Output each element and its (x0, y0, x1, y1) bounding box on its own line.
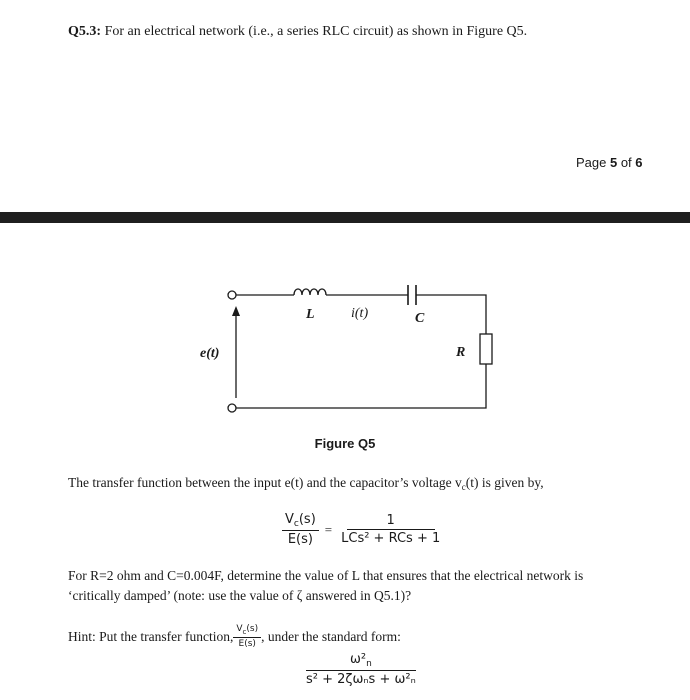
hint-frac-num: V (236, 624, 243, 634)
question-number: Q5.3: (68, 24, 102, 39)
hint-text: Hint: Put the transfer function, (68, 628, 234, 644)
tf-rhs-num: 1 (347, 513, 435, 530)
hint-frac-num-sub: c (242, 628, 247, 636)
top-terminal (228, 291, 236, 299)
std-num: ω² (349, 652, 367, 667)
standard-form-fraction (303, 652, 419, 687)
hint-paragraph (68, 624, 401, 649)
bottom-terminal (228, 404, 236, 412)
tf-equals: = (324, 521, 333, 537)
transfer-function-equation (282, 512, 443, 547)
tf-lhs-num-tail: (s) (298, 512, 316, 527)
standard-form-equation (303, 652, 419, 687)
inductor-label: L (306, 307, 315, 322)
page-total: 6 (635, 155, 643, 170)
page-middle: of (617, 155, 636, 170)
hint-frac-den: E(s) (238, 639, 256, 649)
resistor-symbol (480, 334, 492, 364)
inductor-symbol (294, 289, 326, 295)
hint-fraction (233, 624, 261, 649)
page-number (576, 155, 643, 170)
wire-top-right (416, 295, 486, 334)
tf-lhs-fraction (282, 512, 319, 547)
hint-text-end: , under the standard form: (261, 628, 401, 644)
intro-text: The transfer function between the input e(t) and the capacitor’s voltage v (68, 475, 462, 490)
tf-lhs-den: E(s) (287, 532, 313, 547)
question-text: For an electrical network (i.e., a series RLC circuit) as shown in Figure Q5. (104, 24, 528, 39)
source-arrow-head (232, 306, 240, 316)
hint-frac-num-tail: (s) (246, 624, 259, 634)
intro-subscript: c (461, 482, 466, 492)
question-heading (68, 24, 527, 40)
figure-caption: Figure Q5 (314, 436, 376, 451)
current-label: i(t) (351, 306, 369, 321)
intro-text-end: (t) is given by, (465, 475, 544, 490)
task-line-2: ‘critically damped’ (note: use the value of ζ answered in Q5.1)? (68, 588, 412, 603)
wire-bottom (236, 364, 486, 408)
tf-lhs-num-sub: c (293, 519, 299, 529)
page-break-band (0, 212, 690, 223)
rlc-circuit-diagram (180, 270, 510, 420)
source-label: e(t) (200, 346, 220, 361)
tf-rhs-fraction (338, 513, 443, 546)
tf-lhs-num: V (285, 512, 294, 527)
page-prefix: Page (576, 155, 610, 170)
std-num-sub: n (366, 659, 372, 669)
page-current: 5 (609, 155, 618, 170)
tf-rhs-den: LCs² + RCs + 1 (341, 531, 441, 546)
resistor-label: R (456, 345, 466, 360)
capacitor-label: C (415, 311, 425, 326)
task-line-1: For R=2 ohm and C=0.004F, determine the value of L that ensures that the electrical network is (68, 568, 584, 583)
std-den: s² + 2ζωₙs + ω²ₙ (306, 672, 416, 687)
intro-paragraph (68, 475, 544, 492)
